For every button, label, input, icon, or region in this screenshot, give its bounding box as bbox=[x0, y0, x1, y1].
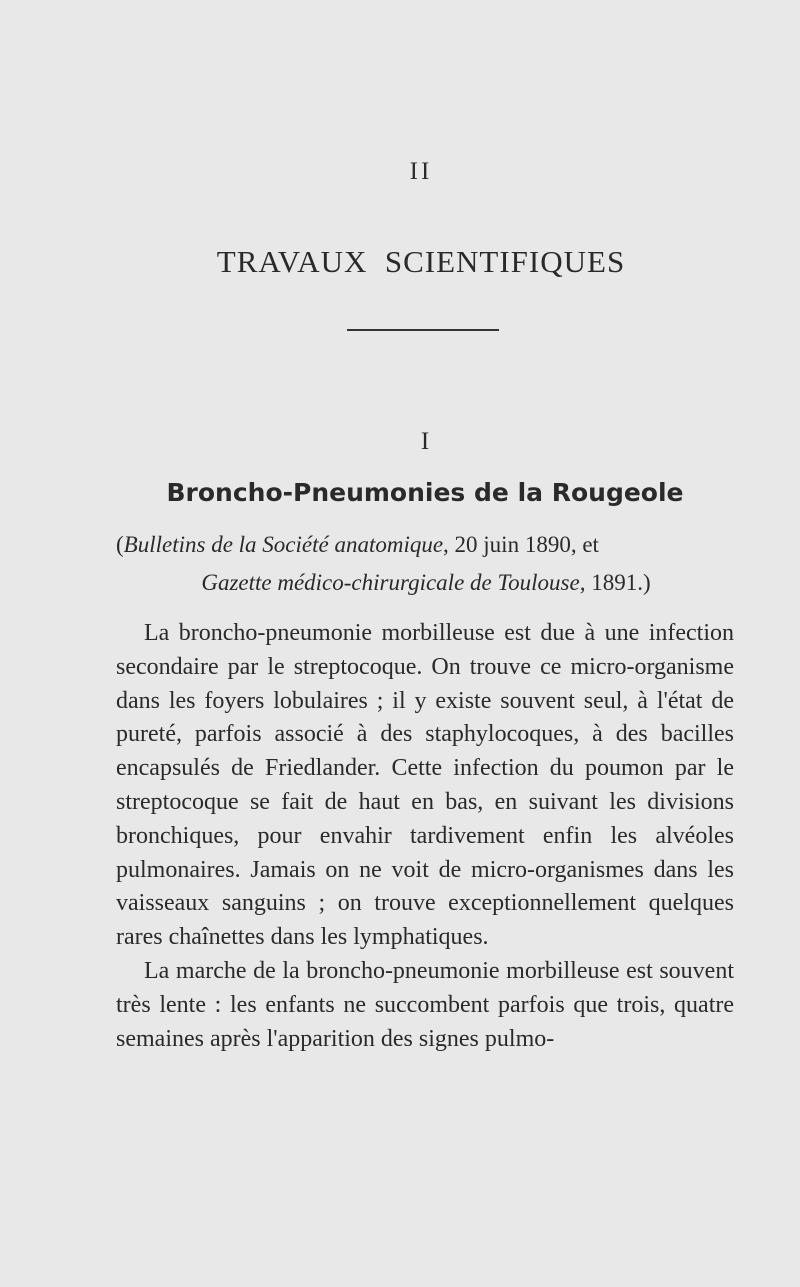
citation-date-2: , 1891.) bbox=[579, 570, 651, 595]
citation-journal-1: Bulletins de la Société anatomique bbox=[123, 532, 444, 557]
citation-line-1 bbox=[116, 526, 736, 564]
citation-line-2 bbox=[116, 564, 736, 602]
part-title: TRAVAUX SCIENTIFIQUES bbox=[216, 244, 626, 279]
citation-date-1: , 20 juin 1890, et bbox=[443, 532, 599, 557]
citation-part-1 bbox=[116, 526, 599, 564]
citation-journal-2: Gazette médico-chirurgicale de Toulouse bbox=[201, 570, 580, 595]
paragraph-1: La broncho-pneumonie morbilleuse est due à une infection secondaire par le streptocoque. On trouve ce micro-organisme dans les foyers lobulaires ; il y existe souvent seul, à l'état de pureté, parfois associé à des staphylocoques, à des bacilles encapsulés de Friedlander. Cette infection du poumon par le streptocoque se fait de haut en bas, en suivant les divisions bronchiques, pour envahir tardivement enfin les alvéoles pulmonaires. Jamais on ne voit de micro-organismes dans les vaisseaux sanguins ; on trouve exceptionnellement quelques rares chaînettes dans les lymphatiques. bbox=[116, 620, 734, 951]
part-number: II bbox=[409, 158, 433, 185]
citation-open-paren: ( bbox=[116, 532, 124, 557]
section-number: I bbox=[420, 428, 430, 455]
paragraph-2: La marche de la broncho-pneumonie morbilleuse est souvent très lente : les enfants ne succombent parfois que trois, quatre semaines après l'apparition des signes pulmo- bbox=[116, 957, 734, 1052]
citation bbox=[116, 526, 736, 602]
body-text bbox=[116, 617, 734, 1056]
divider-rule bbox=[347, 329, 499, 331]
section-title: Broncho-Pneumonies de la Rougeole bbox=[166, 478, 684, 507]
